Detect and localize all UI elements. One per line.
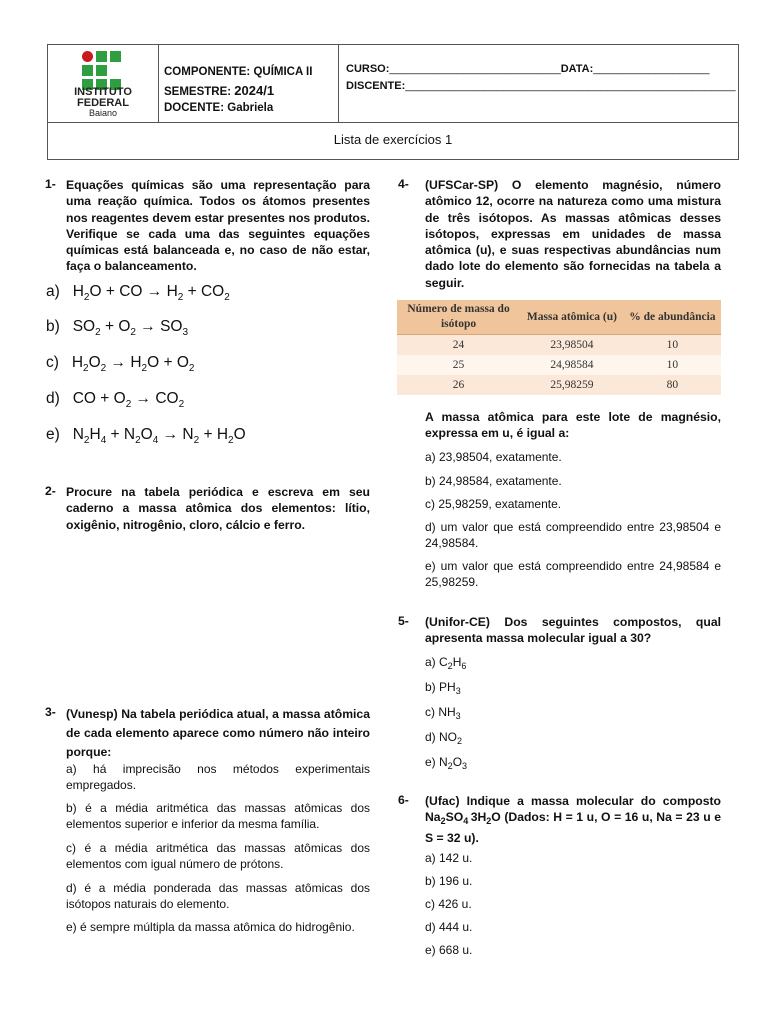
q1-number: 1- xyxy=(45,177,56,191)
q5-number: 5- xyxy=(398,614,409,628)
table-header: Número de massa do isótopo xyxy=(397,300,520,335)
q4-option-d: d) um valor que está compreendido entre 23,98504 e 24,98584. xyxy=(425,520,721,550)
q2-number: 2- xyxy=(45,484,56,498)
q4-number: 4- xyxy=(398,177,409,191)
q3-option-b: b) é a média aritmética das massas atômicas dos elementos superior e inferior da mesma família. xyxy=(66,801,370,831)
q2-text: Procure na tabela periódica e escreva em seu caderno a massa atômica dos elementos: lítio, oxigênio, nitrogênio, cloro, cálcio e ferro. xyxy=(66,485,370,532)
q4-option-a: a) 23,98504, exatamente. xyxy=(425,450,562,464)
table-header: Massa atômica (u) xyxy=(520,300,624,335)
q1-text: Equações químicas são uma representação para uma reação química. Todos os átomos presentes nos reagentes devem estar presentes nos produtos. Verifique se cada uma das seguintes equações químicas está balanceada e, no caso de não estar, faça o balanceamento. xyxy=(66,178,370,274)
table-cell: 80 xyxy=(624,375,721,395)
header-box xyxy=(47,44,739,160)
q1-eq-e: e) $N_2H_4 + N_2O_4 \to N_2 + H_2O$ xyxy=(46,426,246,447)
q3-option-e: e) é sempre múltipla da massa atômica do hidrogênio. xyxy=(66,920,355,934)
q4-text: (UFSCar-SP) O elemento magnésio, número atômico 12, ocorre na natureza como uma mistura de três isótopos. As massas atômicas desses isótopos, expressas em unidades de massa atômica (u), e suas respectivas abundâncias num dado lote do elemento são fornecidas na tabela a seguir. xyxy=(425,178,721,290)
table-row xyxy=(397,375,721,395)
q6-option-c: c) 426 u. xyxy=(425,897,472,911)
q6-option-b: b) 196 u. xyxy=(425,874,473,888)
logo-text-instituto: INSTITUTO xyxy=(74,86,132,98)
q3-text: (Vunesp) Na tabela periódica atual, a massa atômica de cada elemento aparece como número não inteiro porque: xyxy=(66,707,370,759)
q6-text: (Ufac) Indique a massa molecular do composto $Na_2SO_4$ $3H_2O$ (Dados: H = 1 u, O = 16 u, Na = 23 u e S = 32 u). xyxy=(425,794,721,845)
table-cell: 25 xyxy=(397,355,520,375)
docente-label: DOCENTE: Gabriela xyxy=(164,102,274,114)
table-cell: 23,98504 xyxy=(520,335,624,356)
q6-number: 6- xyxy=(398,793,409,807)
q3-option-c: c) é a média aritmética das massas atômicas dos elementos com igual número de prótons. xyxy=(66,841,370,871)
q5-option-c: c) $NH_3$ xyxy=(425,705,461,721)
q4-option-e: e) um valor que está compreendido entre 24,98584 e 25,98259. xyxy=(425,559,721,589)
q5-option-b: b) $PH_3$ xyxy=(425,680,461,696)
componente-label: COMPONENTE: QUÍMICA II xyxy=(164,66,313,78)
q1-eq-b: b) $SO_2 + O_2 \to SO_3$ xyxy=(46,318,189,339)
q6-option-a: a) 142 u. xyxy=(425,851,473,865)
q5-text: (Unifor-CE) Dos seguintes compostos, qual apresenta massa molecular igual a 30? xyxy=(425,615,721,646)
institute-logo xyxy=(82,51,122,91)
table-cell: 26 xyxy=(397,375,520,395)
table-cell: 10 xyxy=(624,335,721,356)
q3-option-a: a) há imprecisão nos métodos experimentais empregados. xyxy=(66,762,370,792)
q1-eq-c: c) $H_2O_2 \to H_2O + O_2$ xyxy=(46,354,195,375)
table-cell: 10 xyxy=(624,355,721,375)
q4-option-c: c) 25,98259, exatamente. xyxy=(425,497,562,511)
q3-number: 3- xyxy=(45,705,56,719)
table-header: % de abundância xyxy=(624,300,721,335)
q6-option-d: d) 444 u. xyxy=(425,920,473,934)
semestre-label: SEMESTRE: 2024/1 xyxy=(164,83,275,98)
q4-option-b: b) 24,98584, exatamente. xyxy=(425,474,562,488)
q3-option-d: d) é a média ponderada das massas atômicas dos isótopos naturais do elemento. xyxy=(66,881,370,911)
list-title: Lista de exercícios 1 xyxy=(333,132,453,147)
curso-field: CURSO:____________________________DATA:___________________ xyxy=(346,63,710,75)
isotope-table xyxy=(397,300,721,395)
q5-option-d: d) $NO_2$ xyxy=(425,730,463,746)
q4-question: A massa atômica para este lote de magnésio, expressa em u, é igual a: xyxy=(425,410,721,441)
table-cell: 24,98584 xyxy=(520,355,624,375)
q5-option-a: a) $C_2H_6$ xyxy=(425,655,467,671)
table-row xyxy=(397,355,721,375)
table-cell: 25,98259 xyxy=(520,375,624,395)
q1-eq-a: a) $H_2O$ + CO → $H_2 + CO_2$ xyxy=(46,283,230,304)
q5-option-e: e) $N_2O_3$ xyxy=(425,755,468,771)
table-cell: 24 xyxy=(397,335,520,356)
logo-text-federal: FEDERAL xyxy=(77,97,129,109)
q1-eq-d: d) CO + $O_2 \to CO_2$ xyxy=(46,390,185,411)
q6-option-e: e) 668 u. xyxy=(425,943,473,957)
table-row xyxy=(397,335,721,356)
discente-field: DISCENTE:______________________________________________________ xyxy=(346,80,736,92)
logo-text-baiano: Baiano xyxy=(88,108,118,118)
